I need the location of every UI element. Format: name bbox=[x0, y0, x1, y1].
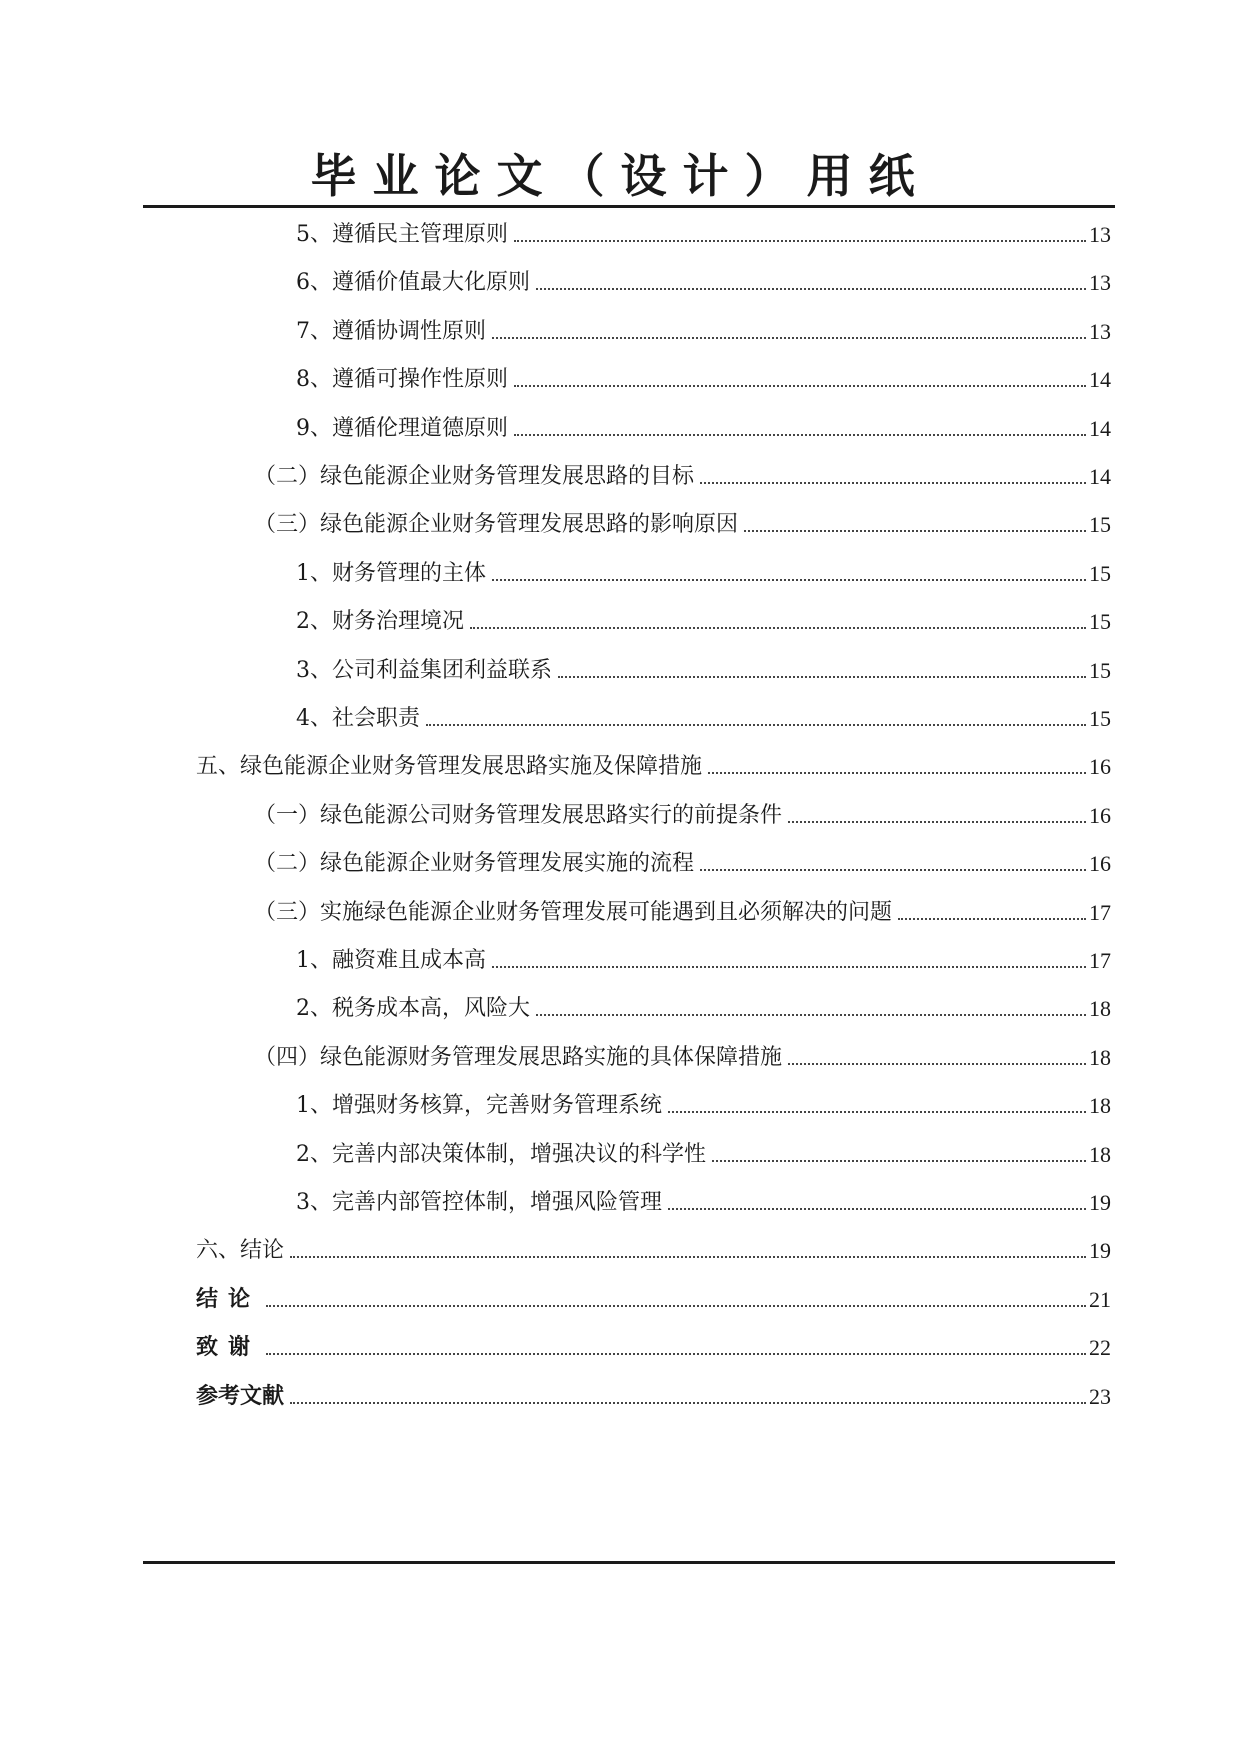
toc-entry[interactable] bbox=[254, 452, 1111, 492]
toc-entry[interactable] bbox=[196, 1323, 1111, 1363]
toc-entry-label: 8、遵循可操作性原则 bbox=[296, 367, 508, 393]
toc-entry-page-number: 15 bbox=[1089, 706, 1111, 731]
toc-dot-leader bbox=[492, 966, 1086, 968]
toc-dot-leader bbox=[788, 821, 1086, 823]
toc-dot-leader bbox=[744, 530, 1086, 532]
toc-entry-label: 参考文献 bbox=[196, 1383, 285, 1409]
toc-entry[interactable] bbox=[296, 258, 1111, 298]
toc-entry-page-number: 14 bbox=[1089, 367, 1111, 393]
toc-entry-label: 五、绿色能源企业财务管理发展思路实施及保障措施 bbox=[196, 754, 703, 780]
toc-dot-leader bbox=[492, 579, 1086, 581]
toc-entry-label: 1、融资难且成本高 bbox=[296, 948, 486, 973]
toc-entry[interactable] bbox=[296, 597, 1111, 637]
toc-dot-leader bbox=[266, 1353, 1086, 1355]
toc-entry-label: 2、税务成本高，风险大 bbox=[296, 996, 530, 1022]
toc-entry-label: 1、财务管理的主体 bbox=[296, 560, 486, 586]
toc-entry[interactable] bbox=[296, 549, 1111, 589]
toc-entry-page-number: 18 bbox=[1089, 1093, 1111, 1119]
toc-entry[interactable] bbox=[296, 355, 1111, 395]
toc-entry-label: 结论 bbox=[196, 1286, 261, 1312]
toc-dot-leader bbox=[470, 627, 1086, 629]
toc-entry-label: 2、完善内部决策体制，增强决议的科学性 bbox=[296, 1141, 706, 1167]
toc-entry-page-number: 18 bbox=[1089, 1044, 1111, 1070]
toc-entry-label: （二）绿色能源企业财务管理发展思路的目标 bbox=[254, 464, 695, 489]
toc-entry-page-number: 15 bbox=[1089, 512, 1111, 538]
toc-entry[interactable] bbox=[296, 307, 1111, 347]
footer-rule bbox=[143, 1561, 1115, 1564]
toc-entry-page-number: 18 bbox=[1089, 996, 1111, 1022]
toc-entry[interactable] bbox=[196, 1275, 1111, 1315]
toc-entry-page-number: 14 bbox=[1089, 464, 1111, 489]
toc-entry[interactable] bbox=[296, 1081, 1111, 1121]
toc-entry-page-number: 19 bbox=[1089, 1238, 1111, 1264]
toc-entry-label: （二）绿色能源企业财务管理发展实施的流程 bbox=[254, 851, 695, 877]
toc-entry-label: 5、遵循民主管理原则 bbox=[296, 222, 508, 247]
toc-entry-page-number: 16 bbox=[1089, 754, 1111, 780]
toc-entry[interactable] bbox=[296, 694, 1111, 734]
toc-dot-leader bbox=[426, 724, 1086, 726]
toc-entry[interactable] bbox=[296, 646, 1111, 686]
toc-entry-label: 9、遵循伦理道德原则 bbox=[296, 415, 508, 441]
toc-entry-label: （三）实施绿色能源企业财务管理发展可能遇到且必须解决的问题 bbox=[254, 899, 893, 925]
toc-entry[interactable] bbox=[254, 1033, 1111, 1073]
toc-dot-leader bbox=[668, 1208, 1086, 1210]
toc-entry-page-number: 15 bbox=[1089, 609, 1111, 635]
toc-dot-leader bbox=[708, 772, 1086, 774]
toc-entry[interactable] bbox=[254, 888, 1111, 928]
toc-entry-page-number: 14 bbox=[1089, 415, 1111, 441]
toc-entry[interactable] bbox=[196, 1372, 1111, 1412]
toc-entry[interactable] bbox=[196, 742, 1111, 782]
toc-entry-label: 6、遵循价值最大化原则 bbox=[296, 270, 530, 296]
toc-dot-leader bbox=[290, 1256, 1086, 1258]
toc-entry[interactable] bbox=[254, 839, 1111, 879]
toc-entry[interactable] bbox=[296, 1130, 1111, 1170]
toc-entry-page-number: 13 bbox=[1089, 222, 1111, 247]
toc-entry-label: 3、完善内部管控体制，增强风险管理 bbox=[296, 1190, 662, 1215]
toc-entry-page-number: 19 bbox=[1089, 1190, 1111, 1215]
toc-entry-label: 2、财务治理境况 bbox=[296, 609, 464, 635]
toc-entry-page-number: 17 bbox=[1089, 899, 1111, 925]
toc-entry-page-number: 18 bbox=[1089, 1141, 1111, 1167]
toc-entry[interactable] bbox=[254, 500, 1111, 540]
toc-entry[interactable] bbox=[196, 1226, 1111, 1266]
toc-dot-leader bbox=[788, 1063, 1086, 1065]
toc-dot-leader bbox=[558, 676, 1086, 678]
toc-entry-label: 4、社会职责 bbox=[296, 706, 420, 731]
toc-entry-page-number: 23 bbox=[1089, 1383, 1111, 1409]
page-header-title: 毕业论文（设计）用纸 bbox=[310, 149, 931, 203]
toc-dot-leader bbox=[514, 385, 1086, 387]
toc-entry-page-number: 22 bbox=[1089, 1335, 1111, 1361]
toc-entry-label: 3、公司利益集团利益联系 bbox=[296, 657, 552, 683]
toc-dot-leader bbox=[266, 1305, 1086, 1307]
toc-entry[interactable] bbox=[296, 1178, 1111, 1218]
toc-dot-leader bbox=[514, 240, 1086, 242]
toc-entry-page-number: 15 bbox=[1089, 560, 1111, 586]
toc-entry-label: （四）绿色能源财务管理发展思路实施的具体保障措施 bbox=[254, 1044, 783, 1070]
toc-dot-leader bbox=[290, 1402, 1086, 1404]
toc-entry-page-number: 13 bbox=[1089, 270, 1111, 296]
toc-entry-label: 致谢 bbox=[196, 1335, 261, 1361]
toc-entry[interactable] bbox=[296, 404, 1111, 444]
toc-entry[interactable] bbox=[296, 936, 1111, 976]
header-rule bbox=[143, 205, 1115, 208]
toc-entry[interactable] bbox=[296, 210, 1111, 250]
toc-entry-page-number: 21 bbox=[1089, 1286, 1111, 1312]
toc-entry-page-number: 15 bbox=[1089, 657, 1111, 683]
toc-dot-leader bbox=[668, 1111, 1086, 1113]
toc-entry-page-number: 17 bbox=[1089, 948, 1111, 973]
toc-dot-leader bbox=[898, 918, 1086, 920]
toc-dot-leader bbox=[492, 337, 1086, 339]
toc-entry[interactable] bbox=[254, 791, 1111, 831]
toc-entry-label: 1、增强财务核算，完善财务管理系统 bbox=[296, 1093, 662, 1119]
toc-dot-leader bbox=[536, 1014, 1086, 1016]
toc-entry-page-number: 16 bbox=[1089, 851, 1111, 877]
toc-entry-page-number: 13 bbox=[1089, 318, 1111, 344]
toc-entry-page-number: 16 bbox=[1089, 802, 1111, 828]
toc-entry-label: 7、遵循协调性原则 bbox=[296, 318, 486, 344]
toc-dot-leader bbox=[700, 482, 1086, 484]
toc-dot-leader bbox=[536, 288, 1086, 290]
toc-entry-label: 六、结论 bbox=[196, 1238, 285, 1264]
toc-dot-leader bbox=[712, 1160, 1086, 1162]
toc-entry[interactable] bbox=[296, 984, 1111, 1024]
toc-entry-label: （三）绿色能源企业财务管理发展思路的影响原因 bbox=[254, 512, 739, 538]
toc-dot-leader bbox=[700, 869, 1086, 871]
toc-dot-leader bbox=[514, 434, 1086, 436]
toc-entry-label: （一）绿色能源公司财务管理发展思路实行的前提条件 bbox=[254, 802, 783, 828]
